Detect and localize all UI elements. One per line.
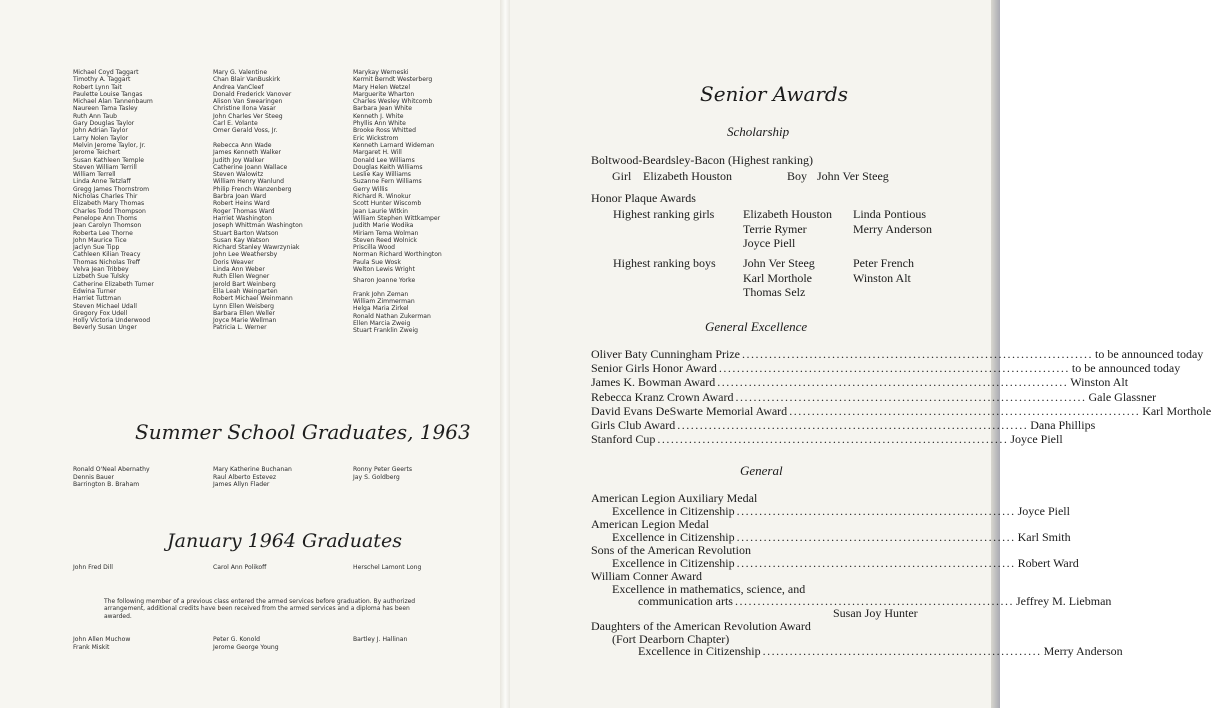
name-entry: Timothy A. Taggart: [73, 76, 131, 84]
highest-boys-label: Highest ranking boys: [613, 256, 716, 270]
name-entry: Joyce Piell: [743, 236, 796, 250]
name-entry: Doris Weaver: [213, 258, 254, 266]
january-name-3: Herschel Lamont Long: [353, 564, 422, 571]
graduates-column-2-v: [213, 69, 303, 135]
leader-dots: ..............................................................: [734, 594, 1014, 608]
excellence-recipient: Dana Phillips: [1030, 418, 1096, 432]
name-entry: Ellen Marcia Zweig: [353, 319, 411, 327]
name-entry: Barbara Jean White: [353, 105, 412, 113]
boy-recipient: John Ver Steeg: [817, 169, 889, 183]
name-entry: Charles Todd Thompson: [73, 207, 146, 215]
name-entry: Jay S. Goldberg: [353, 473, 400, 481]
sons-criteria: Excellence in Citizenship: [612, 556, 735, 570]
name-entry: Donald Frederick Vanover: [213, 90, 292, 98]
name-entry: Susan Kay Watson: [213, 236, 270, 244]
excellence-award-name: David Evans DeSwarte Memorial Award: [591, 403, 788, 418]
name-entry: Joseph Whittman Washington: [213, 222, 303, 230]
name-entry: Lynn Ellen Weisberg: [213, 302, 275, 310]
name-entry: Stuart Franklin Zweig: [353, 327, 419, 335]
legion-criteria: Excellence in Citizenship: [612, 530, 735, 544]
conner-recipient-2: Susan Joy Hunter: [833, 606, 918, 620]
name-entry: Catherine Joann Wallace: [213, 163, 288, 171]
name-entry: Paula Sue Wosk: [353, 258, 401, 266]
name-entry: William Terrell: [73, 171, 116, 179]
excellence-row: [591, 432, 1063, 447]
name-entry: Omer Gerald Voss, Jr.: [213, 127, 278, 135]
excellence-row: [591, 375, 1129, 390]
name-entry: Welton Lewis Wright: [353, 266, 415, 274]
leader-dots: ..............................................................................: [657, 432, 1009, 447]
name-entry: Linda Pontious: [853, 207, 927, 221]
name-entry: Robert Michael Weinmann: [213, 295, 293, 303]
name-entry: Judith Joy Walker: [213, 156, 265, 164]
name-entry: Thomas Nicholas Treff: [73, 258, 140, 266]
highest-boys-col2: [853, 256, 914, 285]
leader-dots: ..............................................................................: [741, 347, 1093, 361]
name-entry: Richard Stanley Wawrzyniak: [213, 244, 300, 252]
name-entry: Naureen Tama Tasley: [73, 105, 138, 113]
name-entry: Gregory Fox Udell: [73, 309, 128, 317]
scholarship-heading: Scholarship: [727, 124, 790, 139]
name-entry: Winston Alt: [853, 270, 911, 285]
name-entry: John Adrian Taylor: [73, 127, 128, 135]
name-entry: John Maurice Tice: [73, 236, 127, 244]
name-entry: Elizabeth Mary Thomas: [73, 200, 145, 208]
name-entry: Cathleen Kilian Treacy: [73, 251, 141, 259]
name-entry: Raul Alberto Estevez: [213, 473, 277, 481]
name-entry: Linda Anne Tetzlaff: [73, 178, 131, 186]
excellence-row: [591, 389, 1157, 405]
name-entry: Barbara Ellen Weller: [213, 309, 276, 317]
name-entry: Philip French Wanzenberg: [213, 185, 292, 193]
name-entry: Dennis Bauer: [73, 473, 115, 481]
excellence-recipient: to be announced today: [1094, 347, 1204, 361]
name-entry: Lizbeth Sue Tulsky: [73, 273, 129, 281]
name-entry: Phyllis Ann White: [353, 120, 406, 128]
name-entry: Alison Van Swearingen: [213, 98, 283, 106]
excellence-award-name: Oliver Baty Cunningham Prize: [591, 347, 740, 361]
excellence-recipient: Karl Morthole: [1142, 403, 1211, 418]
name-entry: Kenneth J. White: [353, 112, 404, 120]
sons-recipient: Robert Ward: [1017, 556, 1079, 570]
name-entry: John Lee Weathersby: [213, 251, 278, 259]
name-entry: Barbra Joan Ward: [213, 193, 267, 201]
excellence-recipient: Joyce Piell: [1010, 432, 1063, 447]
name-entry: Scott Hunter Wiscomb: [353, 200, 422, 208]
armed-services-note: The following member of a previous class entered the armed services before graduation. By authorized arrangement, additional credits have been received from the armed services and a diploma has been awarded.: [104, 598, 416, 620]
excellence-row: [591, 347, 1204, 362]
dar-chapter: (Fort Dearborn Chapter): [612, 632, 730, 646]
general-heading: General: [740, 463, 783, 478]
name-entry: John Ver Steeg: [743, 256, 815, 270]
name-entry: Kermit Berndt Westerberg: [353, 76, 433, 84]
dar-award: Daughters of the American Revolution Award: [591, 619, 811, 633]
graduates-column-3: [353, 69, 442, 334]
name-entry: Jaclyn Sue Tipp: [73, 244, 120, 252]
conner-criteria-1: Excellence in mathematics, science, and: [612, 582, 806, 596]
name-entry: Jean Laurie Witkin: [353, 207, 409, 215]
girl-label: Girl: [612, 169, 632, 183]
name-entry: Steven Michael Udall: [73, 302, 137, 310]
dar-recipient: Merry Anderson: [1043, 644, 1123, 658]
name-entry: Donald Lee Williams: [353, 156, 415, 164]
highest-girls-label: Highest ranking girls: [613, 207, 715, 221]
name-entry: William Henry Wanlund: [213, 178, 285, 186]
dar-criteria: Excellence in Citizenship: [638, 644, 761, 658]
name-entry: Brooke Ross Whitted: [353, 127, 416, 135]
highest-girls-col1: [743, 207, 832, 251]
name-entry: Holly Victoria Underwood: [73, 317, 151, 325]
name-entry: Robert Lynn Tait: [73, 83, 122, 91]
name-entry: Gregg James Thornstrom: [73, 185, 150, 193]
graduates-column-3-y: [353, 277, 442, 284]
name-entry: James Kenneth Walker: [213, 149, 282, 157]
name-entry: Thomas Selz: [743, 285, 806, 299]
senior-awards-title: Senior Awards: [700, 82, 848, 106]
name-entry: Nicholas Charles Thir: [73, 193, 138, 201]
excellence-award-name: Rebecca Kranz Crown Award: [591, 389, 734, 404]
girl-recipient: Elizabeth Houston: [643, 169, 732, 183]
armed-column-2: [213, 636, 279, 651]
name-entry: Charles Wesley Whitcomb: [353, 98, 433, 106]
excellence-award-name: James K. Bowman Award: [591, 375, 716, 390]
boy-label: Boy: [787, 169, 808, 183]
name-entry: Rebecca Ann Wade: [213, 141, 272, 149]
summer-column-1: [73, 466, 150, 489]
excellence-row: [591, 361, 1181, 376]
name-entry: Sharon Joanne Yorke: [353, 277, 416, 285]
name-entry: Beverly Susan Unger: [73, 324, 137, 332]
graduates-column-2: [213, 69, 303, 332]
name-entry: Harriet Tuttman: [73, 295, 121, 303]
sons-of-revolution: Sons of the American Revolution: [591, 543, 751, 557]
name-entry: Frank Miskit: [73, 643, 110, 651]
leader-dots: ..............................................................: [736, 504, 1016, 518]
leader-dots: ..............................................................................: [718, 361, 1070, 376]
name-entry: Velva Jean Tribbey: [73, 266, 129, 274]
graduates-column-3-z: [353, 291, 442, 335]
legion-auxiliary-recipient: Joyce Piell: [1017, 504, 1070, 518]
name-entry: Gerry Willis: [353, 185, 388, 193]
boltwood-award: Boltwood-Beardsley-Bacon (Highest ranking): [591, 153, 813, 167]
name-entry: Roberta Lee Thorne: [73, 229, 133, 237]
excellence-award-name: Girls Club Award: [591, 418, 676, 432]
name-entry: Judith Marie Wodika: [353, 222, 414, 230]
name-entry: Christine Ilona Vasar: [213, 105, 276, 113]
name-entry: Catherine Elizabeth Turner: [73, 280, 154, 288]
conner-recipient-1: Jeffrey M. Liebman: [1015, 594, 1112, 608]
name-entry: Roger Thomas Ward: [213, 207, 275, 215]
armed-column-1: [73, 636, 130, 651]
name-entry: Andrea VanCleef: [213, 83, 264, 91]
name-entry: Jerome Teichert: [73, 149, 121, 157]
name-entry: Priscilla Wood: [353, 244, 396, 252]
name-entry: Merry Anderson: [853, 221, 932, 236]
name-entry: John Charles Ver Steeg: [213, 112, 283, 120]
name-entry: Steven Reed Wolnick: [353, 236, 417, 244]
graduates-column-2-w: [213, 142, 303, 332]
name-entry: Terrie Rymer: [743, 221, 807, 236]
name-entry: Peter French: [853, 256, 914, 270]
name-entry: Mary Helen Wetzel: [353, 83, 411, 91]
excellence-row: [591, 403, 1211, 419]
name-entry: Kenneth Larnard Wideman: [353, 141, 435, 149]
name-entry: Gary Douglas Taylor: [73, 120, 135, 128]
name-entry: Karl Morthole: [743, 270, 812, 285]
name-entry: Steven Walowitz: [213, 171, 264, 179]
name-entry: Douglas Keith Williams: [353, 163, 423, 171]
name-entry: Michael Alan Tannenbaum: [73, 98, 153, 106]
name-entry: Marykay Werneski: [353, 69, 409, 76]
name-entry: Bartley J. Hallinan: [353, 636, 408, 643]
name-entry: Jerold Bart Weinberg: [213, 280, 276, 288]
summer-school-heading: Summer School Graduates, 1963: [135, 420, 471, 444]
name-entry: Elizabeth Houston: [743, 207, 832, 221]
name-entry: Jerome George Young: [213, 643, 279, 651]
name-entry: Joyce Marie Wellman: [213, 317, 277, 325]
name-entry: Stuart Barton Watson: [213, 229, 279, 237]
name-entry: Ruth Ellen Wegner: [213, 273, 270, 281]
conner-criteria-2: communication arts: [638, 594, 733, 608]
dar-line: [638, 644, 1123, 659]
name-entry: Ronald Nathan Zukerman: [353, 312, 431, 320]
name-entry: Patricia L. Werner: [213, 324, 267, 332]
january-graduates-heading: January 1964 Graduates: [167, 530, 402, 552]
summer-column-2: [213, 466, 292, 489]
name-entry: Jean Carolyn Thomson: [73, 222, 142, 230]
leader-dots: ..............................................................................: [677, 418, 1029, 432]
name-entry: Margaret H. Will: [353, 149, 402, 157]
graduates-column-1: [73, 69, 154, 332]
legion-recipient: Karl Smith: [1017, 530, 1071, 544]
name-entry: Susan Kathleen Temple: [73, 156, 144, 164]
name-entry: Chan Blair VanBuskirk: [213, 76, 281, 84]
excellence-row: [591, 418, 1096, 433]
name-entry: Ella Leah Weingarten: [213, 287, 278, 295]
excellence-recipient: Gale Glassner: [1088, 389, 1157, 404]
highest-boys-col1: [743, 256, 815, 300]
excellence-award-name: Stanford Cup: [591, 432, 656, 447]
name-entry: Harriet Washington: [213, 214, 272, 222]
name-entry: Linda Ann Weber: [213, 266, 265, 274]
name-entry: Ruth Ann Taub: [73, 112, 118, 120]
name-entry: Richard R. Winokur: [353, 193, 411, 201]
leader-dots: ..............................................................................: [717, 375, 1069, 390]
name-entry: Michael Coyd Taggart: [73, 69, 139, 76]
name-entry: James Allyn Flader: [213, 481, 270, 489]
january-name-1: John Fred Dill: [73, 564, 113, 571]
legion-auxiliary-criteria: Excellence in Citizenship: [612, 504, 735, 518]
name-entry: John Allen Muchow: [73, 636, 131, 643]
armed-column-3: [353, 636, 407, 644]
january-name-2: Carol Ann Polikoff: [213, 564, 267, 571]
leader-dots: ..............................................................................: [735, 389, 1087, 404]
name-entry: Barrington B. Braham: [73, 481, 140, 489]
excellence-recipient: Winston Alt: [1070, 375, 1129, 390]
highest-girls-col2: [853, 207, 932, 236]
legion-medal: American Legion Medal: [591, 517, 709, 531]
excellence-recipient: to be announced today: [1071, 361, 1181, 376]
name-entry: William Zimmerman: [353, 297, 415, 305]
name-entry: Penelope Ann Thoms: [73, 214, 138, 222]
leader-dots: ..............................................................: [762, 644, 1042, 658]
summer-column-3: [353, 466, 412, 481]
name-entry: Robert Heins Ward: [213, 200, 270, 208]
name-entry: Paulette Louise Tangas: [73, 90, 143, 98]
leader-dots: ..............................................................: [736, 530, 1016, 544]
name-entry: Helga Maria Zirkel: [353, 305, 409, 313]
name-entry: William Stephen Wittkamper: [353, 214, 441, 222]
name-entry: Peter G. Konold: [213, 636, 260, 643]
graduates-column-3-w: [353, 69, 442, 273]
name-entry: Marguerite Wharton: [353, 90, 415, 98]
name-entry: Ronny Peter Geerts: [353, 466, 413, 473]
leader-dots: ..............................................................................: [789, 403, 1141, 418]
name-entry: Melvin Jerome Taylor, Jr.: [73, 141, 146, 149]
leader-dots: ..............................................................: [736, 556, 1016, 570]
name-entry: Ronald O'Neal Abernathy: [73, 466, 150, 473]
general-excellence-heading: General Excellence: [705, 319, 808, 334]
conner-award: William Conner Award: [591, 569, 703, 583]
name-entry: Suzanne Fern Williams: [353, 178, 422, 186]
name-entry: Steven William Terrill: [73, 163, 137, 171]
name-entry: Edwina Turner: [73, 287, 117, 295]
name-entry: Frank John Zeman: [353, 290, 409, 298]
excellence-award-name: Senior Girls Honor Award: [591, 361, 717, 376]
honor-plaque-awards: Honor Plaque Awards: [591, 191, 696, 205]
name-entry: Eric Wickstrom: [353, 134, 399, 142]
name-entry: Miriam Tema Wolman: [353, 229, 419, 237]
name-entry: Leslie Kay Williams: [353, 171, 411, 179]
name-entry: Carl E. Volante: [213, 120, 258, 128]
name-entry: Mary Katherine Buchanan: [213, 466, 292, 473]
name-entry: Norman Richard Worthington: [353, 251, 442, 259]
name-entry: Mary G. Valentine: [213, 69, 268, 76]
legion-auxiliary-medal: American Legion Auxiliary Medal: [591, 491, 758, 505]
name-entry: Larry Nolen Taylor: [73, 134, 129, 142]
